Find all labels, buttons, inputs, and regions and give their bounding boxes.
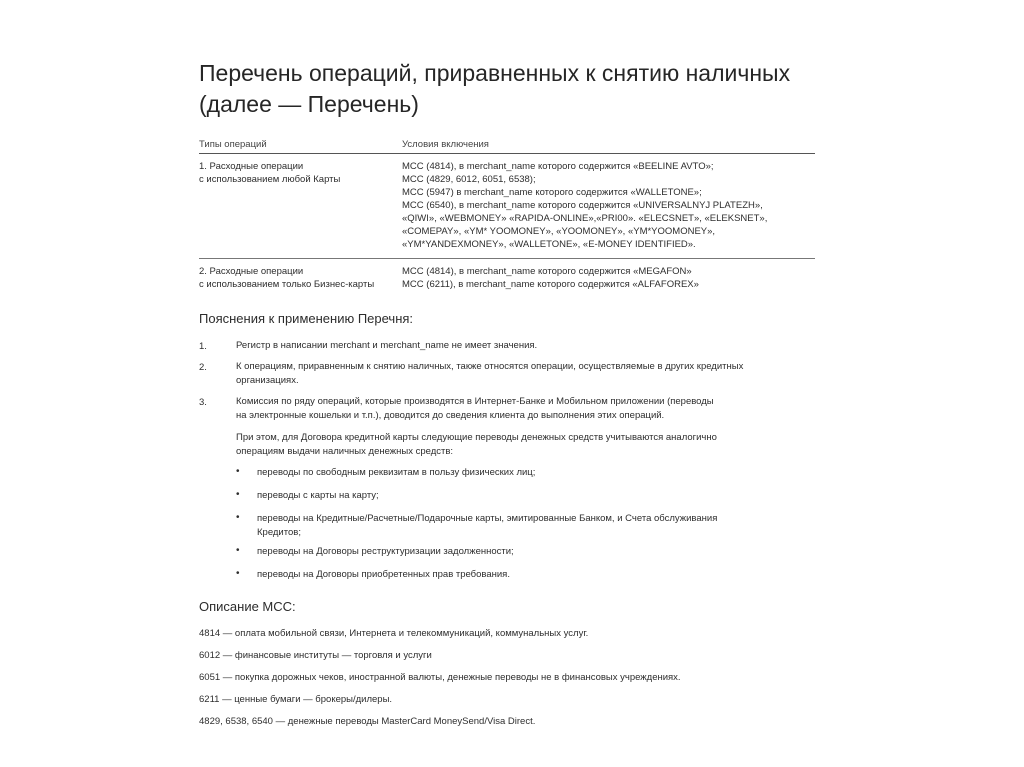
table-row-1-type: 1. Расходные операции с использованием любой Карты xyxy=(199,161,341,185)
mcc-line-1: 4814 — оплата мобильной связи, Интернета и телекоммуникаций, коммунальных услуг. xyxy=(199,628,589,639)
explanation-1-text: Регистр в написании merchant и merchant_name не имеет значения. xyxy=(236,340,538,351)
mcc-line-2: 6012 — финансовые институты — торговля и услуги xyxy=(199,650,432,661)
mcc-line-3: 6051 — покупка дорожных чеков, иностранной валюты, денежные переводы не в финансовых учреждениях. xyxy=(199,672,681,683)
bullet-1-text: переводы по свободным реквизитам в пользу физических лиц; xyxy=(257,467,536,478)
explanation-2-number: 2. xyxy=(199,362,207,373)
table-header-conditions: Условия включения xyxy=(402,139,489,150)
bullet-4-marker: • xyxy=(236,545,240,556)
bullet-5-text: переводы на Договоры приобретенных прав требования. xyxy=(257,569,510,580)
table-header-divider xyxy=(199,153,815,154)
page-title-line-1: Перечень операций, приравненных к снятию наличных xyxy=(199,60,791,86)
bullet-1-marker: • xyxy=(236,466,240,477)
table-row-divider xyxy=(199,258,815,259)
mcc-line-4: 6211 — ценные бумаги — брокеры/дилеры. xyxy=(199,694,393,705)
table-row-2-conditions: MCC (4814), в merchant_name которого содержится «MEGAFON» MCC (6211), в merchant_name которого содержится «ALFAFOREX» xyxy=(402,266,699,290)
mcc-heading: Описание MCC: xyxy=(199,599,296,614)
bullet-4-text: переводы на Договоры реструктуризации задолженности; xyxy=(257,546,514,557)
bullet-3-text: переводы на Кредитные/Расчетные/Подарочные карты, эмитированные Банком, и Счета обслуживания Кредитов; xyxy=(257,513,718,538)
explanation-3-text: Комиссия по ряду операций, которые производятся в Интернет-Банке и Мобильном приложении (переводы на электронные кошельки и т.п.), доводится до сведения клиента до выполнения этих операций. xyxy=(236,396,714,421)
bullet-2-marker: • xyxy=(236,489,240,500)
explanation-3-number: 3. xyxy=(199,397,207,408)
page-title xyxy=(199,58,859,120)
page-title-line-2: (далее — Перечень) xyxy=(199,91,419,117)
explanation-note: При этом, для Договора кредитной карты следующие переводы денежных средств учитываются аналогично операциям выдачи наличных денежных средств: xyxy=(236,432,717,457)
explanation-1-number: 1. xyxy=(199,341,207,352)
explanation-2-text: К операциям, приравненным к снятию наличных, также относятся операции, осуществляемые в других кредитных организациях. xyxy=(236,361,744,386)
table-row-2-type: 2. Расходные операции с использованием только Бизнес-карты xyxy=(199,266,375,290)
bullet-2-text: переводы с карты на карту; xyxy=(257,490,379,501)
table-header-types: Типы операций xyxy=(199,139,267,150)
table-row-1-conditions: MCC (4814), в merchant_name которого содержится «BEELINE AVTO»; MCC (4829, 6012, 6051, 6538); MCC (5947) в merchant_name которого содержится «WALLETONE»; MCC (6540), в merchant_name которого содержится «UNIVERSALNYJ PLATEZH», «QIWI», «WEBMONEY» «RAPIDA-ONLINE»,«PRI00». «ELECSNET», «ELEKSNET», «COMEPAY», «YM* YOOMONEY», «YOOMONEY», «YM*YOOMONEY», «YM*YANDEXMONEY», «WALLETONE», «E-MONEY IDENTIFIED». xyxy=(402,161,768,250)
explanations-heading: Пояснения к применению Перечня: xyxy=(199,311,414,326)
bullet-5-marker: • xyxy=(236,568,240,579)
mcc-line-5: 4829, 6538, 6540 — денежные переводы MasterCard MoneySend/Visa Direct. xyxy=(199,716,536,727)
bullet-3-marker: • xyxy=(236,512,240,523)
